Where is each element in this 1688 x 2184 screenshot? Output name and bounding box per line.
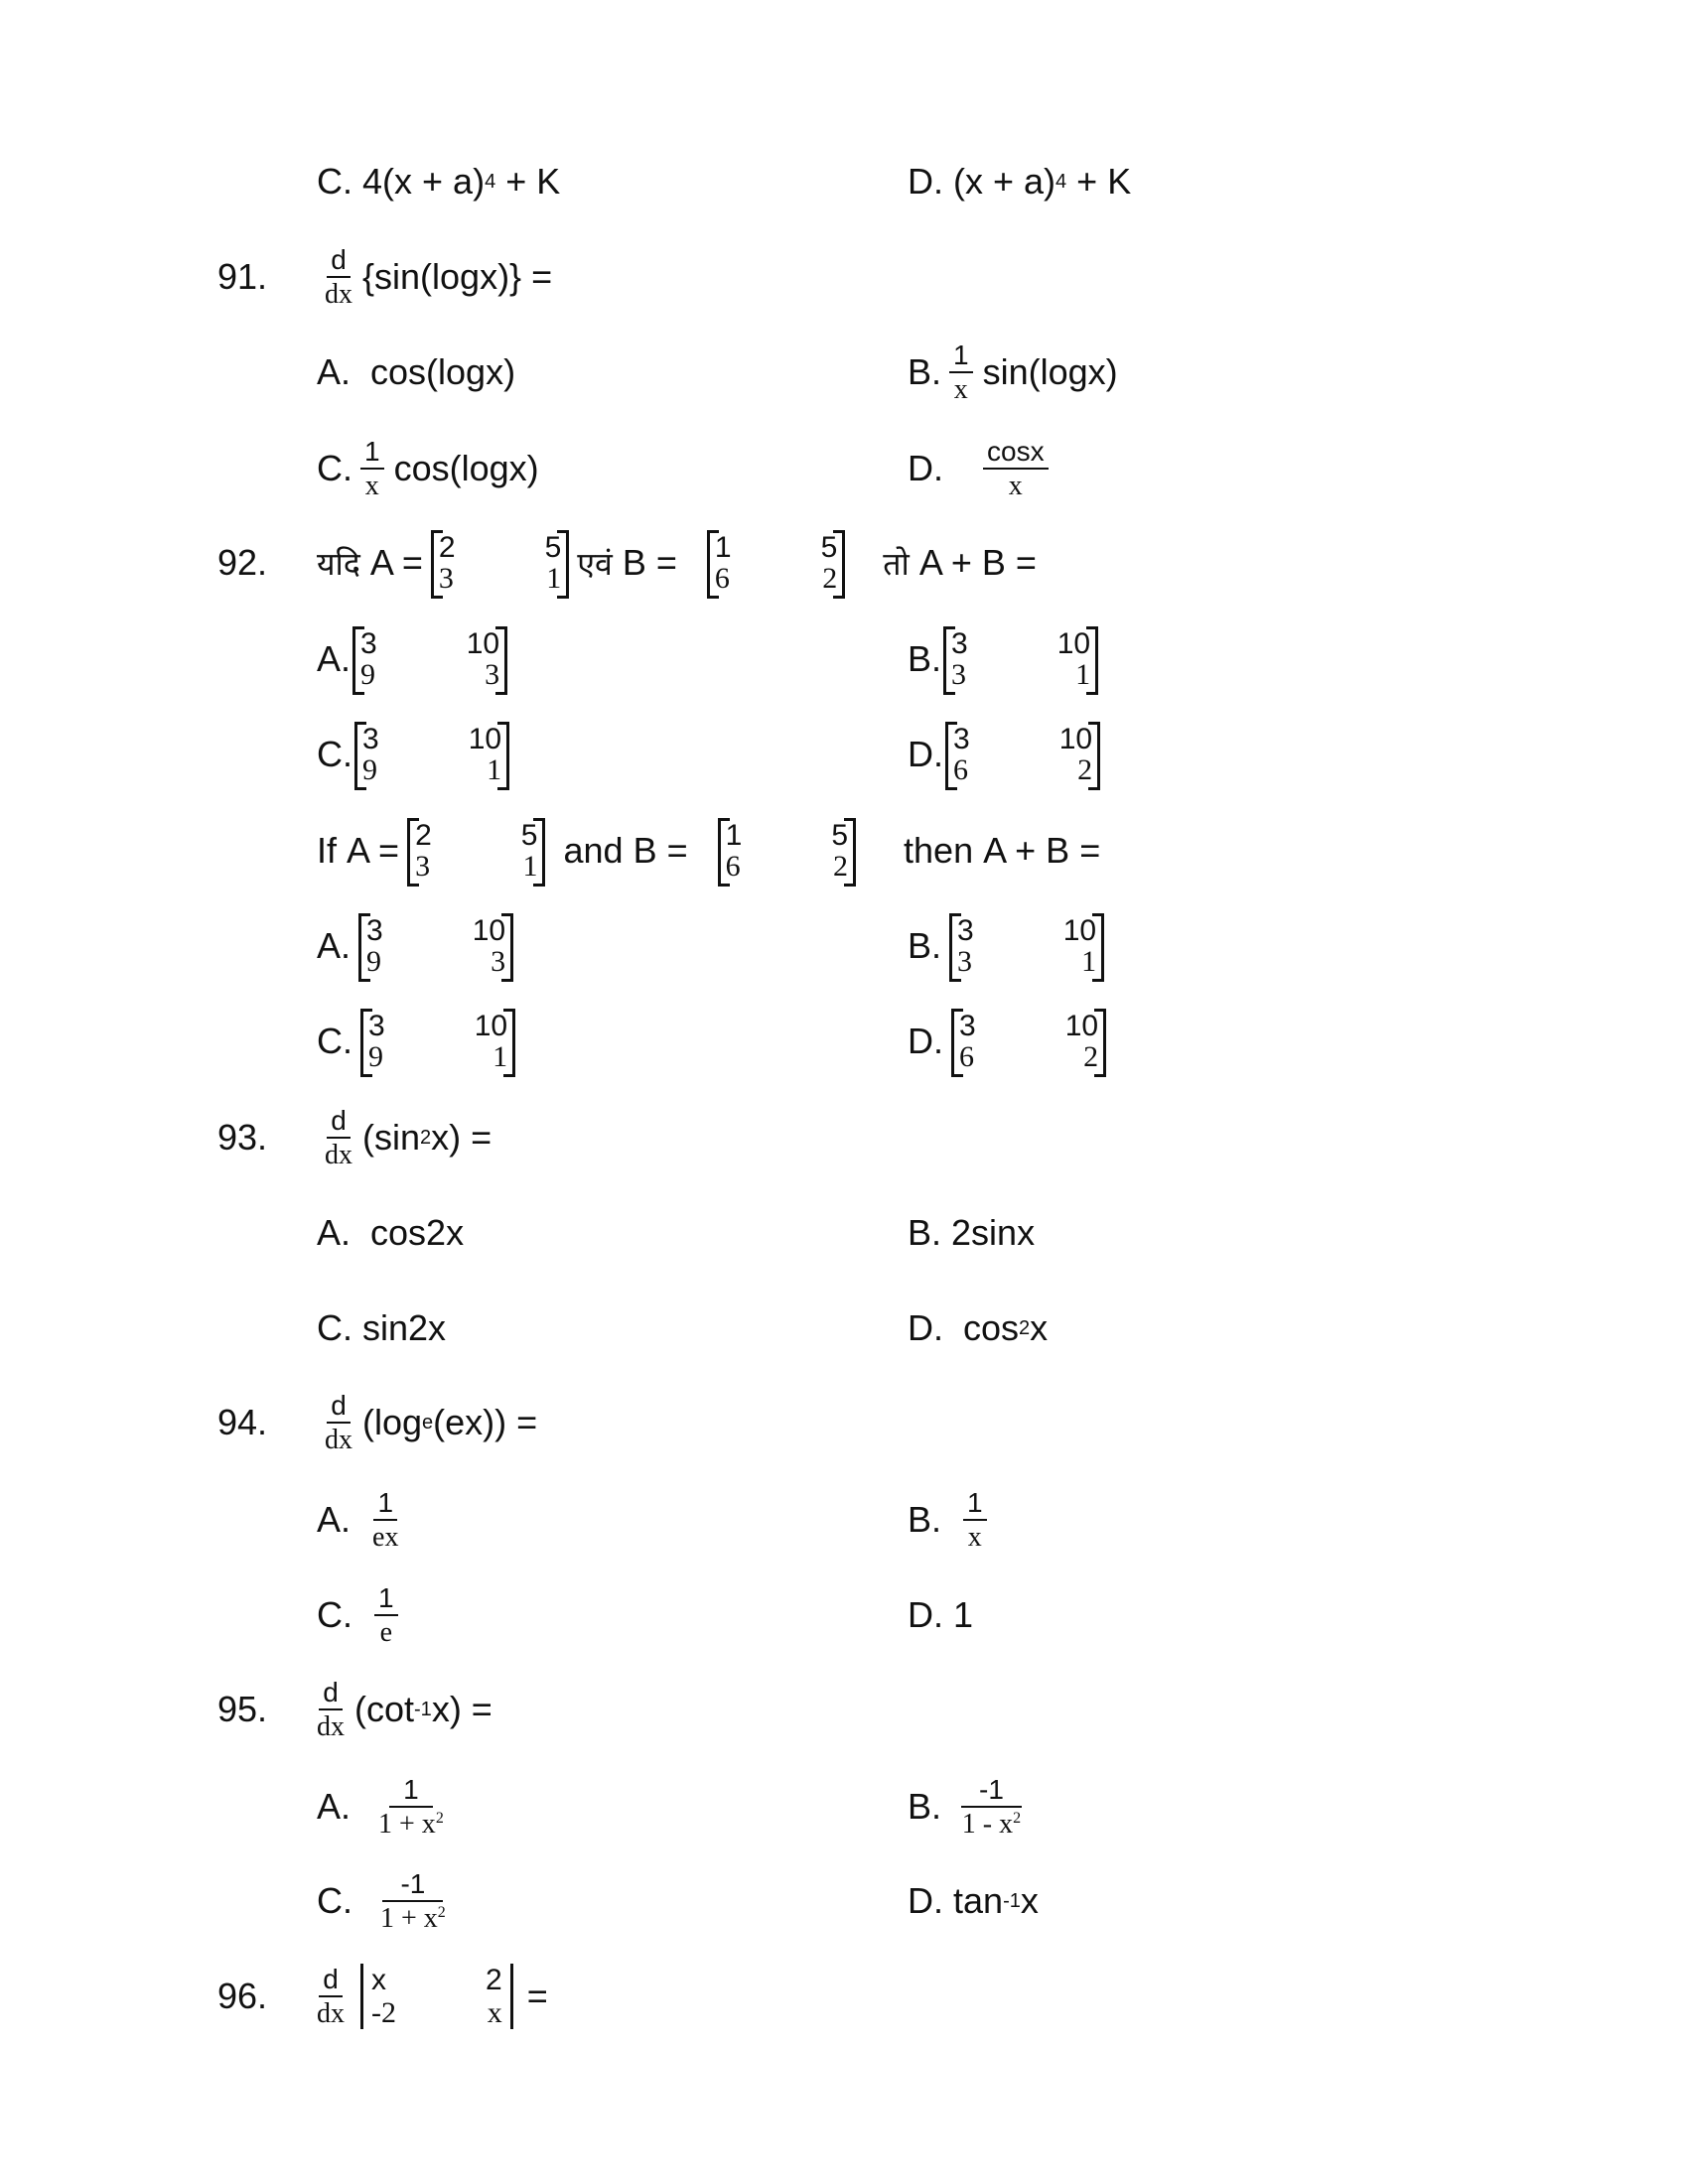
question-number: 91. [217, 256, 268, 297]
q95-question [0, 1665, 1688, 1754]
q94-options-ab [0, 1475, 1688, 1565]
q91-option-d: D. $\frac{\cos x}{x}$ [908, 424, 1058, 513]
q93-option-d: D. cos 2 x [908, 1307, 1049, 1348]
q92-hindi-options-cd [0, 710, 1688, 799]
question-number: 93. [217, 1117, 268, 1158]
q93-options-ab [0, 1188, 1688, 1278]
q95-options-ab [0, 1762, 1688, 1851]
q90-options-cd [0, 137, 1688, 226]
question-stem: $\frac{d}{dx}$ {sin(logx)} = [325, 243, 553, 310]
q92-option-b: B. 3 10 3 1 [908, 614, 1106, 704]
q90-option-c: C. 4(x + a) 4 + K [317, 161, 561, 202]
q92-option-a: A. 3 10 9 3 [317, 614, 515, 704]
q91-option-b: B. $\frac{1}{x}$ sin(logx) [908, 339, 1118, 405]
q93-option-c: C. sin2x [317, 1307, 447, 1348]
q91-options-cd [0, 424, 1688, 513]
question-stem-hindi: यदि A = 2 5 3 1 एवं B = 1 5 6 2 तो A + B = [317, 530, 1037, 595]
q95-option-d: D. tan -1 x [908, 1880, 1039, 1921]
question-stem: $\frac{d}{dx}$ (cot -1 x) = [317, 1676, 492, 1742]
q92-english-options-ab [0, 901, 1688, 991]
q93-options-cd [0, 1284, 1688, 1373]
q92-option-c: C. 3 10 9 1 [317, 710, 517, 799]
question-number: 94. [217, 1402, 268, 1442]
question-number: 96. [217, 1976, 268, 2016]
q95-options-cd [0, 1856, 1688, 1946]
q94-question [0, 1378, 1688, 1467]
q92-question-english [0, 806, 1688, 895]
q92-hindi-options-ab [0, 614, 1688, 704]
q92-option-a: A. 3 10 9 3 [317, 901, 521, 991]
q94-option-d: D. 1 [908, 1594, 974, 1635]
derivative-operator: $\frac{d}{dx}$ [325, 243, 352, 310]
q91-option-c: C. $\frac{1}{x}$ cos(logx) [317, 435, 539, 501]
q94-option-b: B. $\frac{1}{x}$ [908, 1475, 997, 1565]
question-stem: $\frac{d}{dx}$ (sin 2 x) = [325, 1104, 492, 1170]
q91-options-ab [0, 328, 1688, 417]
q93-option-a: A. cos2x [317, 1212, 465, 1253]
q95-option-a: A. $\frac{1}{1 + x^2}$ [317, 1773, 444, 1840]
q94-option-c: C. $\frac{1}{e}$ [317, 1570, 408, 1660]
q90-option-d: D. (x + a) 4 + K [908, 161, 1132, 202]
q92-question-hindi [0, 518, 1688, 608]
question-stem: $\frac{d}{dx}$ x 2 -2 x = [317, 1963, 548, 2029]
q91-option-a: A. cos(logx) [317, 351, 516, 392]
question-number: 92. [217, 542, 268, 583]
question-number: 95. [217, 1689, 268, 1729]
q94-option-a: A. $\frac{1}{ex}$ [317, 1486, 399, 1553]
q92-english-options-cd [0, 997, 1688, 1086]
q92-option-b: B. 3 10 3 1 [908, 901, 1112, 991]
determinant: x 2 -2 x [360, 1964, 513, 2029]
q92-option-d: D. 3 10 6 2 [908, 710, 1108, 799]
matrix-a: 2 5 3 1 [407, 820, 545, 883]
q95-option-c: C. $\frac{-1}{1 + x^2}$ [317, 1867, 446, 1934]
q95-option-b: B. $\frac{-1}{1 - x^2}$ [908, 1773, 1022, 1840]
q93-option-b: B. 2sinx [908, 1212, 1036, 1253]
question-stem: $\frac{d}{dx}$ (log e (ex)) = [325, 1389, 538, 1455]
q96-question [0, 1952, 1688, 2041]
q91-question [0, 232, 1688, 322]
q92-option-d: D. 3 10 6 2 [908, 997, 1114, 1086]
matrix-b: 1 5 6 2 [718, 820, 856, 883]
question-stem-english: If A = 2 5 3 1 and B = 1 5 6 2 then A + B = [317, 818, 1101, 883]
matrix-b: 1 5 6 2 [707, 532, 845, 595]
q93-question [0, 1093, 1688, 1182]
matrix-a: 2 5 3 1 [431, 532, 569, 595]
q94-options-cd [0, 1570, 1688, 1660]
q92-option-c: C. 3 10 9 1 [317, 997, 523, 1086]
